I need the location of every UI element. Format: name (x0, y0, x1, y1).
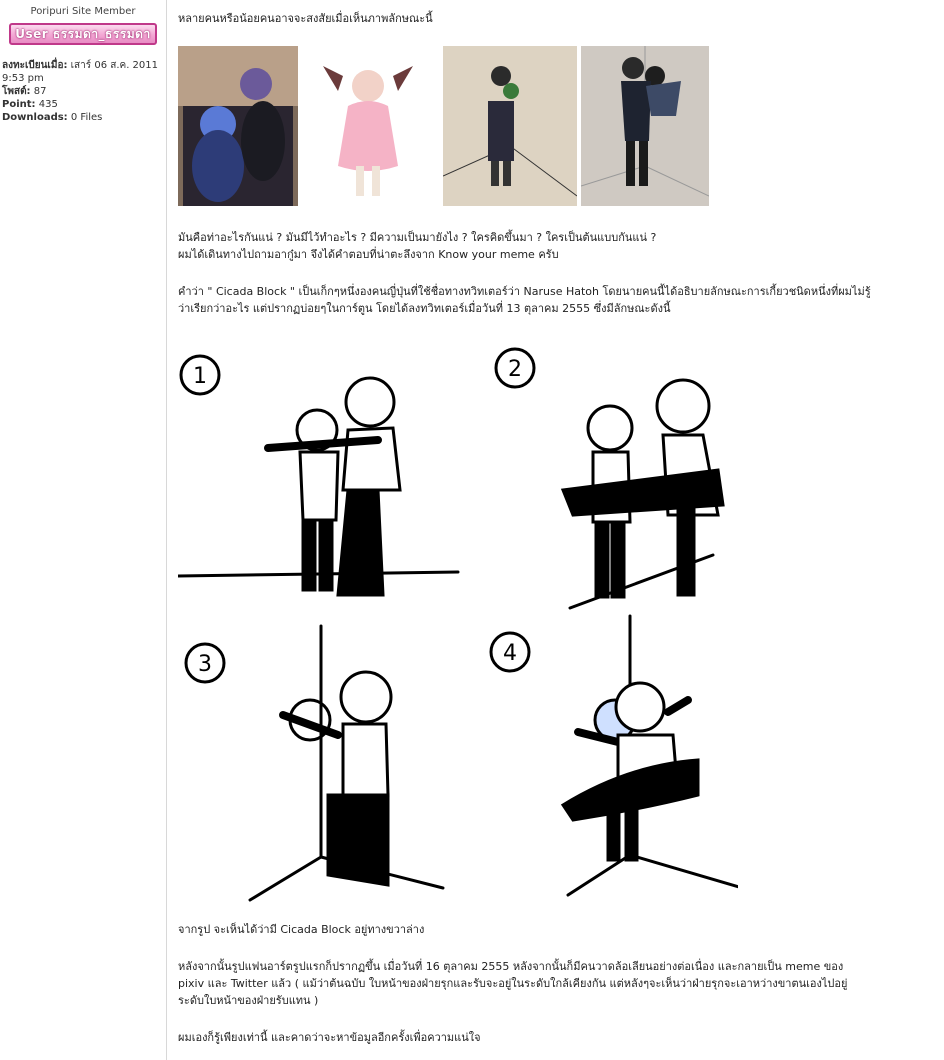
comic-number-1: 1 (193, 364, 207, 389)
paragraph-4-line-2: pixiv และ Twitter แล้ว ( แม้ว่าต้นฉบับ ใบหน้าของฝ่ายรุกและรับจะอยู่ในระดับใกล้เคียงกัน แต่หลังๆจะเห็นว่าฝ่ายรุกจะเอาหว่างขาตนเองไปอยู่ (178, 977, 848, 990)
paragraph-1-line-1: มันคือท่าอะไรกันแน่ ? มันมีไว้ทำอะไร ? มีความเป็นมายังไง ? ใครคิดขึ้นมา ? ใครเป็นต้นแบบกันแน่ ? (178, 231, 657, 244)
paragraph-1-line-2: ผมได้เดินทางไปถามอากู๋มา จึงได้คำตอบที่น่าตะลึงจาก Know your meme ครับ (178, 248, 559, 261)
join-date: ลงทะเบียนเมื่อ: เสาร์ 06 ส.ค. 2011 9:53 pm (2, 60, 159, 84)
paragraph-3: จากรูป จะเห็นได้ว่ามี Cicada Block อยู่ทางขวาล่าง (178, 923, 425, 936)
paragraph-4-line-1: หลังจากนั้นรูปแฟนอาร์ตรูปแรกก็ปรากฏขึ้น เมื่อวันที่ 16 ตุลาคม 2555 หลังจากนั้นก็มีคนวาดล้อเลียนอย่างต่อเนื่อง และกลายเป็น meme ของ (178, 960, 844, 973)
thumbnail-image-2[interactable] (308, 46, 428, 206)
user-info (0, 59, 166, 124)
paragraph-2-line-2: ว่าเรียกว่าอะไร แต่ปรากฏบ่อยๆในการ์ตูน โดยได้ลงทวิทเตอร์เมื่อวันที่ 13 ตุลาคม 2555 ซึ่งมีลักษณะดังนี้ (178, 302, 671, 315)
thumbnail-image-3[interactable] (443, 46, 577, 206)
post-count: โพสต์: 87 (2, 86, 47, 97)
paragraph-2-line-1: คำว่า " Cicada Block " เป็นเก็กๆหนึ่งองคนญี่ปุ่นที่ใช้ชื่อทางทวิทเตอร์ว่า Naruse Hatoh โดยนายคนนี้ได้อธิบายลักษณะการเกี้ยวชนิดหนึ่งที่ผมไม่รู้ (178, 285, 871, 298)
paragraph-5: ผมเองก็รู้เพียงเท่านี้ และคาดว่าจะหาข้อมูลอีกครั้งเพื่อความแน่ใจ (178, 1031, 481, 1044)
comic-number-4: 4 (503, 641, 517, 666)
member-title: Poripuri Site Member (30, 6, 136, 17)
user-profile-sidebar (0, 0, 167, 1060)
post-intro: หลายคนหรือน้อยคนอาจจะสงสัยเมื่อเห็นภาพลักษณะนี้ (178, 12, 433, 25)
thumbnail-image-1[interactable] (178, 46, 298, 206)
cicada-block-comic-image[interactable] (178, 340, 738, 905)
thumbnail-image-4[interactable] (581, 46, 709, 206)
comic-number-2: 2 (508, 357, 522, 382)
downloads-count: Downloads: 0 Files (2, 112, 103, 123)
rank-badge: User ธรรมดา_ธรรมดา (9, 23, 157, 45)
point-count: Point: 435 (2, 99, 58, 110)
paragraph-4-line-3: ระดับใบหน้าของฝ่ายรับแทน ) (178, 994, 319, 1007)
comic-number-3: 3 (198, 652, 212, 677)
